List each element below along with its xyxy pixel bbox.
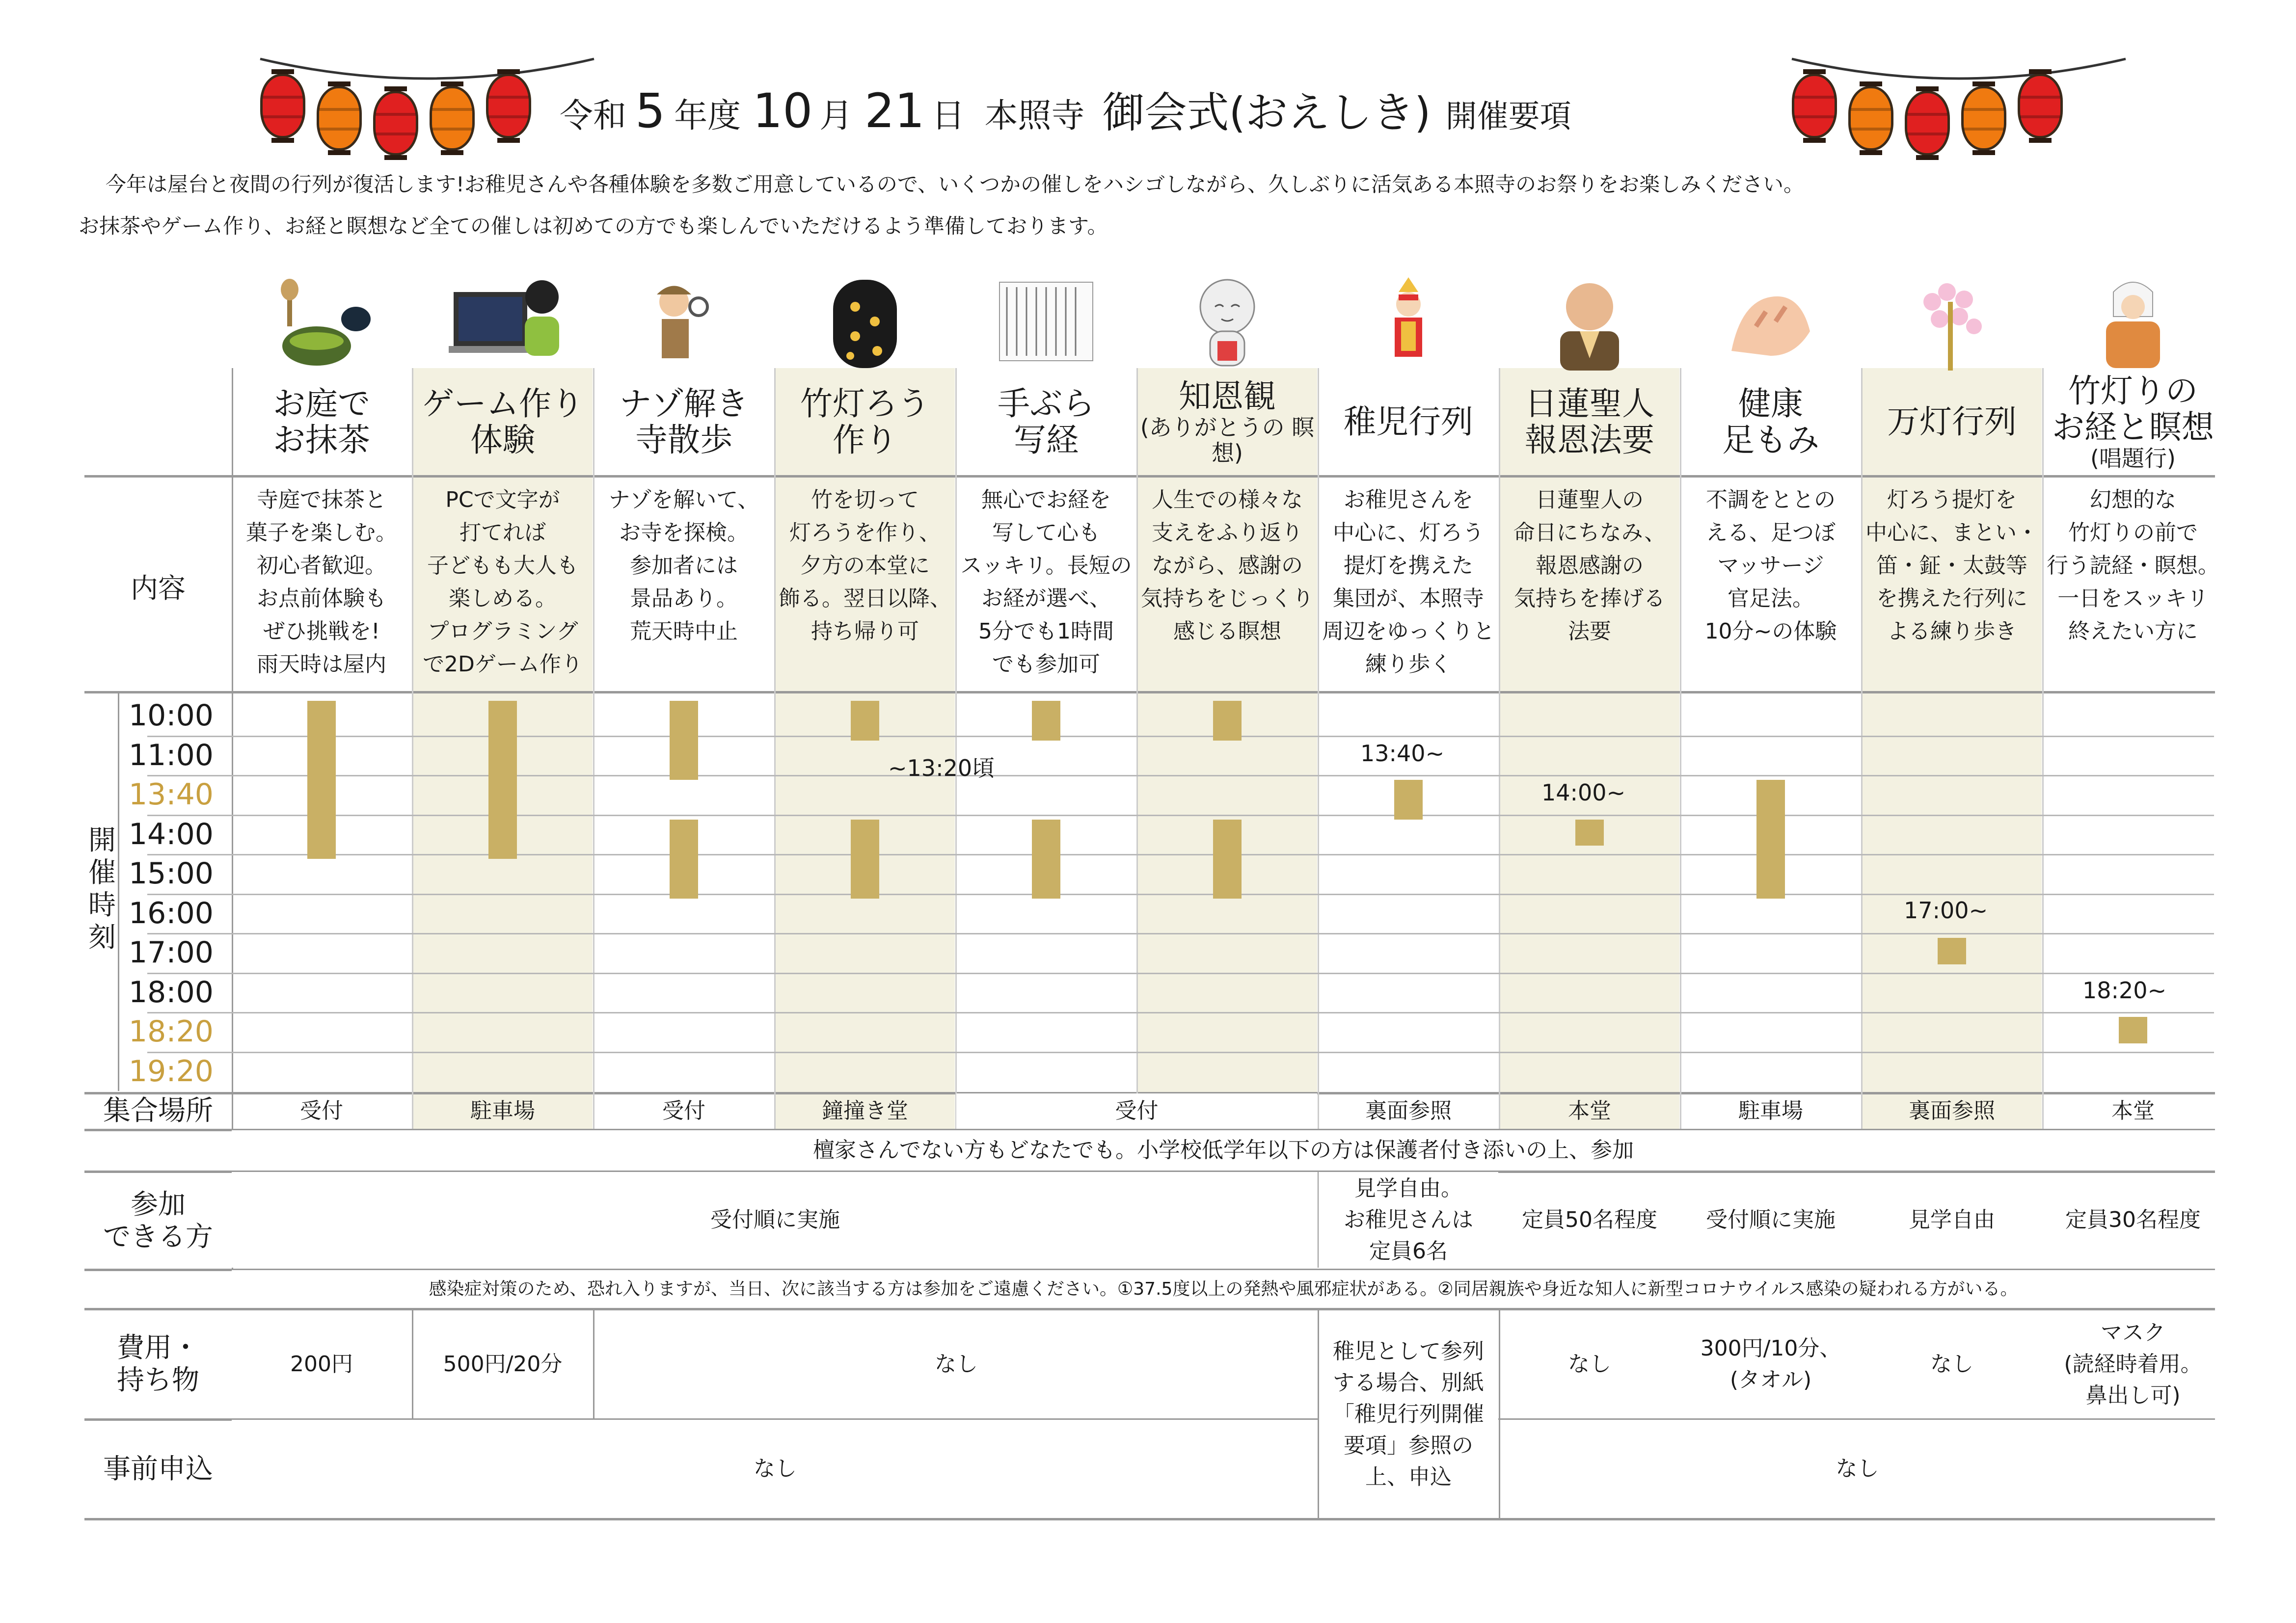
title-day: 21 — [864, 83, 925, 138]
fee-game: 500円/20分 — [443, 1352, 563, 1377]
lantern-icon — [1848, 86, 1893, 151]
schedule-bar — [851, 820, 879, 899]
schedule-bar — [1032, 820, 1060, 899]
meeting-place: 鐘撞き堂 — [822, 1098, 908, 1123]
matcha-bowl-icon — [263, 272, 380, 371]
column-title-line-2: 足もみ — [1722, 421, 1819, 459]
string-icon — [255, 44, 599, 103]
time-gridline — [147, 854, 2214, 855]
content-line: 命日にちなみ、 — [1513, 520, 1666, 545]
column-header — [413, 369, 593, 475]
cell-line: お稚児さんは — [1344, 1207, 1473, 1232]
meeting-place: 受付 — [300, 1098, 343, 1123]
jizo-icon — [1168, 272, 1286, 371]
string-icon — [1787, 44, 2131, 103]
chigo-child-icon — [1350, 272, 1467, 371]
time-note: 13:40~ — [1360, 740, 1445, 767]
eligibility-general: 檀家さんでない方もどなたでも。小学校低学年以下の方は保護者付き添いの上、参加 — [813, 1138, 1634, 1163]
column-title-line-1: 健康 — [1738, 384, 1803, 423]
time-label-char: 時 — [88, 889, 116, 921]
column-rule — [955, 368, 957, 1129]
fee-ashimomi — [1681, 1310, 1861, 1418]
time-label: 10:00 — [129, 698, 214, 733]
fee-matcha: 200円 — [232, 1310, 411, 1418]
content-line: 終えたい方に — [2068, 619, 2198, 644]
table-vrule — [593, 1310, 594, 1418]
content-line: 持ち帰り可 — [811, 619, 919, 644]
column-header — [594, 369, 774, 475]
column-header — [775, 369, 955, 475]
schedule-bar — [851, 701, 879, 741]
advance-right: なし — [1836, 1456, 1879, 1481]
content-line: 荒天時中止 — [630, 619, 738, 644]
time-gridline — [147, 973, 2214, 974]
content-line: 子どもも大人も — [427, 553, 578, 578]
title-month-unit: 月 — [819, 97, 853, 135]
lantern-icon — [1961, 86, 2006, 151]
column-content — [594, 483, 774, 690]
monk-icon — [1531, 272, 1648, 371]
time-note: ~13:20頃 — [888, 755, 995, 781]
content-line: 飾る。翌日以降、 — [779, 586, 951, 611]
time-label-char: 刻 — [88, 922, 116, 954]
content-line: で2Dゲーム作り — [423, 652, 583, 677]
cell-line: 稚児として参列 — [1333, 1338, 1484, 1364]
row-label-content: 内容 — [131, 573, 186, 605]
content-line: お経が選べ、 — [981, 586, 1111, 611]
foot-massage-icon — [1712, 272, 1830, 371]
column-title-line-1: 竹灯りの — [2068, 372, 2198, 410]
column-shade — [1137, 368, 1317, 1129]
column-subtitle: (唱題行) — [2090, 445, 2176, 472]
column-title-line-1: 知恩観 — [1179, 377, 1276, 415]
table-rule — [84, 1518, 2215, 1520]
content-line: 官足法。 — [1728, 586, 1814, 611]
column-header — [1500, 369, 1679, 475]
page-title — [560, 79, 1777, 142]
column-title-line-1: 万灯行列 — [1887, 402, 2017, 441]
column-title-line-2: お経と瞑想 — [2052, 408, 2214, 446]
meeting-place-merged: 受付 — [956, 1093, 1317, 1129]
content-line: 不調をととの — [1706, 487, 1836, 512]
schedule-bar — [1032, 701, 1060, 741]
column-title-line-2: 寺散歩 — [635, 421, 732, 459]
time-note: 14:00~ — [1541, 779, 1626, 806]
intro-line-1: 今年は屋台と夜間の行列が復活します!お稚児さんや各種体験を多数ご用意しているので、いくつかの催しをハシゴしながら、久しぶりに活気ある本照寺のお祭りをお楽しみください。 — [106, 172, 1805, 196]
content-line: でも参加可 — [992, 652, 1100, 677]
content-line: ながら、感謝の — [1152, 553, 1303, 578]
cell-line: 鼻出し可) — [2085, 1383, 2181, 1408]
time-label: 15:00 — [129, 856, 214, 891]
time-gridline — [147, 1012, 2214, 1013]
fee-chigo — [1319, 1310, 1498, 1518]
cell-line: (読経時着用。 — [2064, 1352, 2202, 1377]
title-suffix: 開催要項 — [1445, 99, 1571, 135]
computer-programmer-icon — [444, 272, 562, 371]
eligibility-cell: 受付順に実施 — [1706, 1207, 1836, 1232]
column-shade — [775, 368, 955, 1129]
table-vrule — [1318, 1310, 1319, 1518]
content-line: 10分~の体験 — [1704, 619, 1837, 644]
row-label-fees — [84, 1310, 232, 1418]
fee-hoyo: なし — [1568, 1352, 1611, 1377]
lantern-icon — [1792, 74, 1837, 138]
content-line: 人生での様々な — [1152, 487, 1303, 512]
column-header — [956, 369, 1136, 475]
time-gridline — [147, 1052, 2214, 1053]
content-line: 法要 — [1568, 619, 1611, 644]
lantern-icon — [2018, 74, 2063, 138]
schedule-bar — [307, 701, 336, 859]
row-label-advance: 事前申込 — [103, 1453, 213, 1485]
eligibility-cell: 定員30名程度 — [2065, 1207, 2201, 1232]
schedule-bar — [1575, 820, 1604, 846]
content-line: 竹を切って — [811, 487, 919, 512]
cell-line: マスク — [2101, 1320, 2165, 1345]
column-content — [1681, 483, 1861, 690]
column-rule — [412, 368, 413, 1129]
content-line: スッキリ。長短の — [960, 553, 1132, 578]
time-label: 13:40 — [129, 777, 214, 812]
column-shade — [1862, 368, 2042, 1129]
time-label: 11:00 — [129, 738, 214, 772]
column-title-line-2: 体験 — [470, 421, 535, 459]
content-line: 中心に、灯ろう — [1333, 520, 1484, 545]
advance-left: なし — [754, 1456, 797, 1481]
column-title-line-1: ナゾ解き — [619, 384, 749, 423]
content-line: 寺庭で抹茶と — [257, 487, 386, 512]
column-rule — [593, 368, 594, 1129]
cell-line: 300円/10分、 — [1700, 1336, 1841, 1361]
column-content — [1319, 483, 1498, 690]
meeting-place: 駐車場 — [470, 1098, 535, 1123]
label-line: 持ち物 — [117, 1364, 199, 1396]
column-title-line-2: お抹茶 — [273, 421, 370, 459]
content-line: お寺を探検。 — [619, 520, 749, 545]
content-line: 菓子を楽しむ。 — [246, 520, 397, 545]
column-title-line-1: お庭で — [273, 384, 370, 423]
schedule-bar — [1213, 701, 1242, 741]
table-vrule — [412, 1310, 413, 1418]
content-line: 雨天時は屋内 — [257, 652, 386, 677]
schedule-bar — [1213, 820, 1242, 899]
column-title-line-1: 稚児行列 — [1344, 402, 1473, 441]
time-label: 17:00 — [129, 935, 214, 970]
column-subtitle: (ありがとうの 瞑想) — [1140, 414, 1315, 466]
column-content — [1862, 483, 2042, 690]
meeting-place: 受付 — [662, 1098, 705, 1123]
column-content — [413, 483, 593, 690]
fee-none-mid: なし — [935, 1352, 978, 1377]
column-content — [2043, 483, 2223, 690]
title-era: 令和 — [560, 97, 627, 135]
eligibility-chigo — [1319, 1172, 1498, 1268]
content-line: える、足つぼ — [1706, 520, 1836, 545]
schedule-bar — [1394, 780, 1423, 820]
column-rule — [1680, 368, 1681, 1129]
table-vrule — [1499, 1310, 1500, 1518]
eligibility-uketsuke: 受付順に実施 — [710, 1207, 840, 1232]
cell-line: する場合、別紙 — [1333, 1370, 1484, 1395]
row-label-place: 集合場所 — [103, 1095, 213, 1127]
column-title-line-2: 報恩法要 — [1525, 421, 1654, 459]
lantern-icon — [1905, 91, 1950, 156]
content-line: 5分でも1時間 — [978, 619, 1114, 644]
content-line: 感じる瞑想 — [1173, 619, 1281, 644]
title-event: 御会式(おえしき) — [1102, 88, 1431, 137]
column-content — [1500, 483, 1679, 690]
column-title-line-2: 写経 — [1014, 421, 1079, 459]
time-note: 18:20~ — [2082, 977, 2167, 1004]
time-label-char: 催 — [88, 857, 116, 889]
time-gridline — [147, 736, 2214, 737]
content-line: 報恩感謝の — [1536, 553, 1644, 578]
column-content — [775, 483, 955, 690]
table-vrule — [118, 691, 119, 1091]
cell-line: 要項」参照の — [1344, 1433, 1473, 1458]
table-rule — [84, 691, 2215, 693]
fee-mando: なし — [1930, 1352, 1973, 1377]
content-line: 参加者には — [630, 553, 738, 578]
bamboo-lantern-icon — [806, 272, 924, 371]
content-line: 集団が、本照寺 — [1333, 586, 1484, 611]
cell-line: 見学自由。 — [1354, 1175, 1462, 1201]
meeting-place: 駐車場 — [1738, 1098, 1803, 1123]
label-line: 参加 — [131, 1188, 186, 1221]
content-line: 初心者歓迎。 — [257, 553, 386, 578]
content-line: 中心に、まとい・ — [1865, 520, 2038, 545]
content-line: 打てれば — [459, 520, 546, 545]
time-label: 14:00 — [129, 817, 214, 851]
meeting-place: 裏面参照 — [1365, 1098, 1452, 1123]
schedule-bar — [1756, 780, 1785, 899]
content-line: 日蓮聖人の — [1536, 487, 1644, 512]
content-line: 竹灯りの前で — [2068, 520, 2198, 545]
content-line: 気持ちをじっくり — [1141, 586, 1314, 611]
content-line: お稚児さんを — [1344, 487, 1473, 512]
content-line: 行う読経・瞑想。 — [2047, 553, 2219, 578]
content-line: 写して心も — [992, 520, 1100, 545]
detective-icon — [625, 272, 743, 371]
meeting-place: 裏面参照 — [1909, 1098, 1995, 1123]
title-day-unit: 日 — [931, 97, 965, 135]
content-line: 笛・鉦・太鼓等 — [1876, 553, 2027, 578]
content-line: 景品あり。 — [630, 586, 738, 611]
column-header — [1862, 369, 2042, 475]
content-line: ナゾを解いて、 — [608, 487, 759, 512]
title-month: 10 — [753, 83, 813, 138]
fee-shodai — [2043, 1310, 2223, 1418]
lantern-icon — [317, 86, 362, 151]
lantern-icon — [373, 91, 418, 156]
schedule-bar — [1938, 938, 1966, 964]
column-title-line-1: 竹灯ろう — [800, 384, 930, 423]
cell-line: 上、申込 — [1365, 1464, 1452, 1490]
title-temple: 本照寺 — [984, 97, 1085, 135]
lantern-garland-right — [1787, 44, 2131, 162]
schedule-bar — [670, 701, 698, 780]
time-label: 18:20 — [129, 1014, 214, 1049]
content-line: 楽しめる。 — [449, 586, 557, 611]
schedule-bar — [670, 820, 698, 899]
column-title-line-2: 作り — [833, 421, 897, 459]
meeting-place: 本堂 — [2111, 1098, 2155, 1123]
column-rule — [774, 368, 776, 1129]
column-title-line-1: 日蓮聖人 — [1525, 384, 1654, 423]
lantern-garland-left — [255, 44, 599, 162]
content-line: 灯ろうを作り、 — [789, 520, 941, 545]
column-rule — [1318, 368, 1319, 1129]
column-content — [1137, 483, 1317, 690]
cell-line: 定員6名 — [1369, 1238, 1448, 1264]
time-gridline — [147, 815, 2214, 816]
content-line: ぜひ挑戦を! — [263, 619, 380, 644]
column-content — [232, 483, 411, 690]
time-gridline — [147, 933, 2214, 934]
eligibility-notice: 感染症対策のため、恐れ入りますが、当日、次に該当する方は参加をご遠慮ください。①37.5度以上の発熱や風邪症状がある。②同居親族や身近な知人に新型コロナウイルス感染の疑われる方がいる。 — [429, 1278, 2018, 1299]
content-line: マッサージ — [1717, 553, 1824, 578]
column-rule — [1499, 368, 1500, 1129]
time-gridline — [147, 775, 2214, 776]
time-label-char: 開 — [88, 825, 116, 856]
title-era-year: 5 — [635, 83, 666, 138]
column-header — [1319, 369, 1498, 475]
content-line: お点前体験も — [257, 586, 386, 611]
lantern-icon — [486, 74, 531, 138]
content-line: プログラミング — [427, 619, 578, 644]
time-label: 16:00 — [129, 896, 214, 931]
sutra-paper-icon — [987, 272, 1105, 371]
time-note: 17:00~ — [1904, 897, 1988, 924]
title-nendo: 年度 — [674, 97, 741, 135]
column-content — [956, 483, 1136, 690]
column-rule — [1861, 368, 1863, 1129]
content-line: 灯ろう提灯を — [1887, 487, 2017, 512]
time-label: 18:00 — [129, 975, 214, 1010]
column-rule — [2042, 368, 2044, 1129]
column-title-line-1: ゲーム作り — [422, 384, 584, 423]
nun-prayer-icon — [2074, 272, 2192, 371]
eligibility-cell: 定員50名程度 — [1522, 1207, 1657, 1232]
time-gridline — [147, 894, 2214, 895]
column-rule — [1136, 368, 1138, 1129]
content-line: 練り歩く — [1365, 652, 1452, 677]
column-shade — [1500, 368, 1679, 1129]
content-line: 無心でお経を — [981, 487, 1111, 512]
content-line: 周辺をゆっくりと — [1322, 619, 1495, 644]
column-header — [2043, 369, 2223, 475]
cell-line: (タオル) — [1729, 1367, 1812, 1392]
column-header — [1137, 369, 1317, 475]
content-line: 幻想的な — [2090, 487, 2176, 512]
mando-flower-icon — [1893, 272, 2011, 371]
content-line: よる練り歩き — [1887, 619, 2017, 644]
eligibility-cell: 見学自由 — [1909, 1207, 1995, 1232]
label-line: 費用・ — [117, 1332, 199, 1364]
lantern-icon — [430, 86, 475, 151]
content-line: 提灯を携えた — [1344, 553, 1473, 578]
content-line: 気持ちを捧げる — [1514, 586, 1665, 611]
row-label-participants — [84, 1173, 232, 1269]
schedule-bar — [2119, 1017, 2147, 1043]
intro-line-2: お抹茶やゲーム作り、お経と瞑想など全ての催しは初めての方でも楽しんでいただけるよう準備しております。 — [79, 214, 1108, 238]
meeting-place: 本堂 — [1568, 1098, 1611, 1123]
column-header — [1681, 369, 1861, 475]
content-line: 夕方の本堂に — [800, 553, 930, 578]
cell-line: 「稚児行列開催 — [1333, 1401, 1484, 1427]
content-line: 支えをふり返り — [1152, 520, 1303, 545]
column-title-line-1: 手ぶら — [998, 384, 1095, 423]
table-rule — [84, 475, 2215, 478]
column-header — [232, 369, 411, 475]
schedule-bar — [488, 701, 517, 859]
time-label: 19:20 — [129, 1054, 214, 1089]
content-line: を携えた行列に — [1876, 586, 2027, 611]
content-line: 一日をスッキリ — [2057, 586, 2209, 611]
row-label-time — [87, 825, 117, 954]
lantern-icon — [260, 74, 305, 138]
label-line: できる方 — [103, 1221, 213, 1253]
content-line: PCで文字が — [445, 487, 560, 512]
